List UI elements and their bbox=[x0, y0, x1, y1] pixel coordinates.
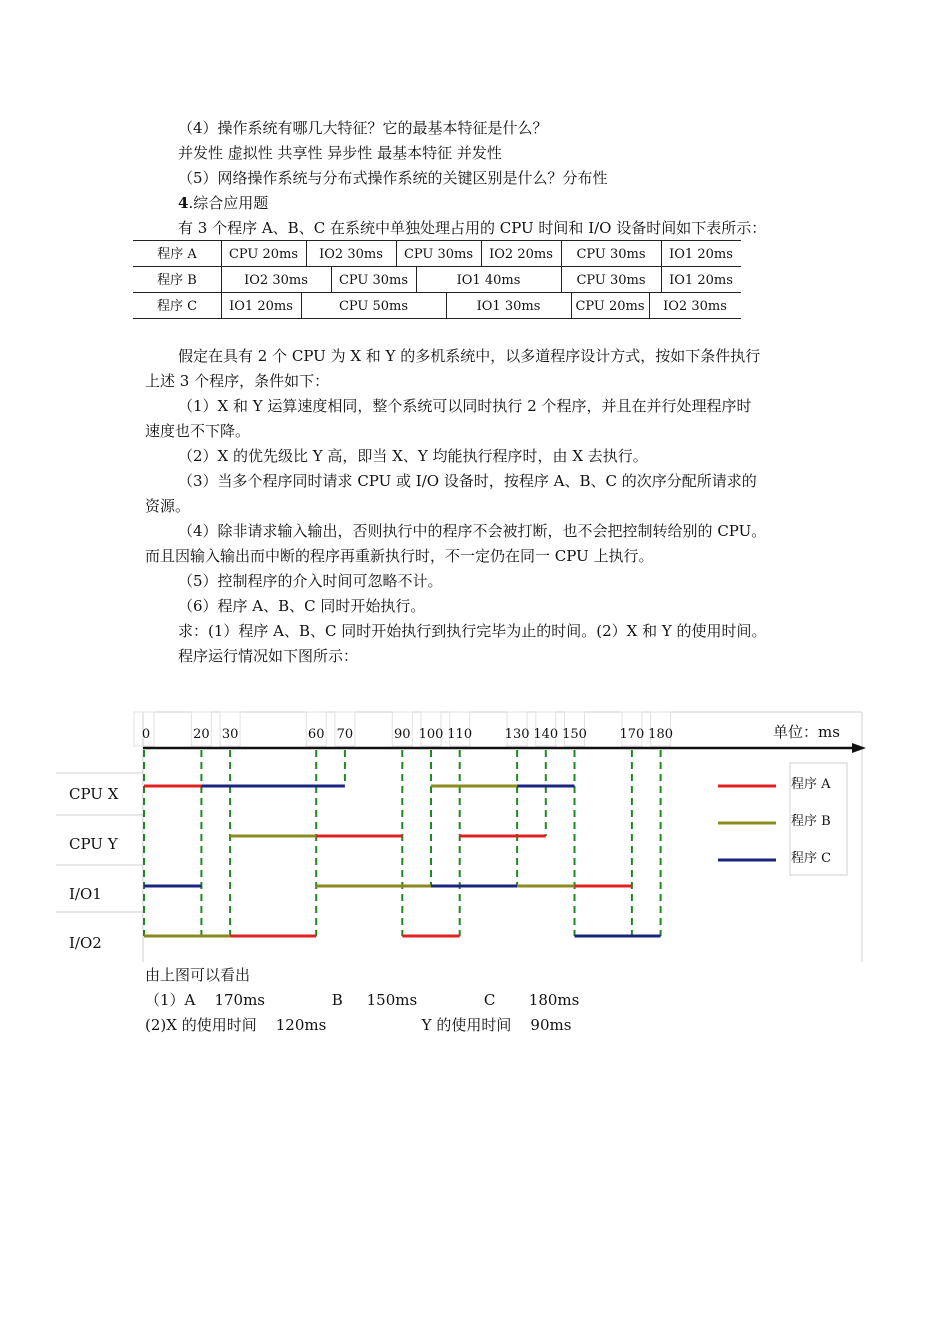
time-markers bbox=[144, 750, 661, 936]
table-cell: IO2 30ms bbox=[306, 241, 397, 266]
row-label-cpu-x: CPU X bbox=[69, 785, 119, 803]
table-cell: IO1 30ms bbox=[446, 293, 572, 318]
row-label-cpu-y: CPU Y bbox=[69, 835, 118, 853]
question-4-answer: 并发性 虚拟性 共享性 异步性 最基本特征 并发性 bbox=[178, 144, 502, 162]
intro-paragraph: 有 3 个程序 A、B、C 在系统中单独处理占用的 CPU 时间和 I/O 设备时间如下表所示： bbox=[178, 219, 767, 237]
tick-box bbox=[335, 712, 355, 746]
tick-box bbox=[220, 712, 240, 746]
condition-5: （5）控制程序的介入时间可忽略不计。 bbox=[178, 572, 443, 590]
question-5: （5）网络操作系统与分布式操作系统的关键区别是什么？分布性 bbox=[178, 169, 608, 187]
table-cell: IO1 20ms bbox=[669, 273, 733, 288]
condition-2: （2）X 的优先级比 Y 高，即当 X、Y 均能执行程序时，由 X 去执行。 bbox=[178, 447, 648, 465]
table-row-b bbox=[133, 267, 741, 293]
condition-3-line1: （3）当多个程序同时请求 CPU 或 I/O 设备时，按程序 A、B、C 的次序分配所请求的 bbox=[178, 472, 757, 490]
table-cell: IO1 20ms bbox=[669, 247, 733, 262]
time-axis-arrow-icon bbox=[852, 743, 866, 753]
answer-1: （1）A 170ms B 150ms C 180ms bbox=[145, 991, 580, 1009]
legend-label-a: 程序 A bbox=[791, 777, 831, 792]
tick-label: 90 bbox=[394, 727, 411, 742]
tick-label: 110 bbox=[447, 727, 473, 742]
tick-box bbox=[450, 712, 470, 746]
tick-label: 180 bbox=[648, 727, 674, 742]
question-ask: 求：(1）程序 A、B、C 同时开始执行到执行完毕为止的时间。(2）X 和 Y 的使用时间。 bbox=[178, 622, 767, 640]
question-4: （4）操作系统有哪几大特征？它的最基本特征是什么？ bbox=[178, 119, 548, 137]
tick-box bbox=[536, 712, 556, 746]
section-title: .综合应用题 bbox=[188, 194, 269, 212]
tick-box bbox=[651, 712, 671, 746]
condition-1-line1: （1）X 和 Y 运算速度相同，整个系统可以同时执行 2 个程序，并且在并行处理程序时 bbox=[178, 397, 752, 415]
table-cell: CPU 20ms bbox=[221, 241, 307, 266]
table-cell: CPU 20ms bbox=[571, 293, 650, 318]
tick-box bbox=[191, 712, 211, 746]
tick-label: 70 bbox=[336, 727, 354, 742]
tick-box bbox=[392, 712, 412, 746]
condition-6: （6）程序 A、B、C 同时开始执行。 bbox=[178, 597, 426, 615]
run-caption: 程序运行情况如下图所示： bbox=[178, 647, 359, 665]
condition-4-line2: 而且因输入输出而中断的程序再重新执行时，不一定仍在同一 CPU 上执行。 bbox=[145, 547, 654, 565]
tick-box bbox=[306, 712, 326, 746]
legend-label-c: 程序 C bbox=[791, 851, 832, 866]
tick-label: 100 bbox=[418, 727, 444, 742]
tick-box bbox=[134, 712, 154, 746]
condition-3-line2: 资源。 bbox=[145, 497, 191, 515]
assumption-paragraph-line1: 假定在具有 2 个 CPU 为 X 和 Y 的多机系统中，以多道程序设计方式，按如下条件执行 bbox=[178, 347, 761, 365]
table-cell: IO1 20ms bbox=[221, 293, 302, 318]
table-cell: CPU 30ms bbox=[396, 241, 482, 266]
conclusion-intro: 由上图可以看出 bbox=[145, 966, 251, 984]
row-label-io1: I/O1 bbox=[69, 885, 102, 903]
tick-box bbox=[622, 712, 642, 746]
tick-label: 140 bbox=[533, 727, 559, 742]
tick-label: 20 bbox=[193, 727, 210, 742]
table-cell: IO2 30ms bbox=[663, 299, 727, 314]
tick-label: 60 bbox=[307, 727, 325, 742]
table-cell: IO2 30ms bbox=[221, 267, 332, 292]
tick-label: 30 bbox=[221, 727, 239, 742]
table-cell: IO2 20ms bbox=[481, 241, 562, 266]
tick-label: 0 bbox=[141, 727, 151, 742]
tick-box bbox=[421, 712, 441, 746]
schedule-segments bbox=[144, 786, 661, 936]
tick-label: 130 bbox=[504, 727, 530, 742]
tick-label: 170 bbox=[619, 727, 645, 742]
table-cell: CPU 30ms bbox=[331, 267, 417, 292]
table-cell: CPU 30ms bbox=[561, 267, 662, 292]
table-cell: CPU 30ms bbox=[561, 241, 662, 266]
legend-label-b: 程序 B bbox=[791, 814, 831, 829]
answer-2: (2)X 的使用时间 120ms Y 的使用时间 90ms bbox=[145, 1016, 572, 1034]
section-number: 4 bbox=[178, 194, 189, 212]
table-cell: IO1 40ms bbox=[416, 267, 562, 292]
row-label-io2: I/O2 bbox=[69, 934, 102, 952]
table-cell: CPU 50ms bbox=[301, 293, 447, 318]
table-row-c bbox=[133, 293, 741, 319]
tick-label: 150 bbox=[562, 727, 587, 742]
table-row-label: 程序 B bbox=[133, 267, 222, 292]
program-time-table bbox=[133, 240, 741, 319]
condition-1-line2: 速度也不下降。 bbox=[145, 422, 251, 440]
legend-box bbox=[790, 763, 847, 875]
condition-4-line1: （4）除非请求输入输出，否则执行中的程序不会被打断，也不会把控制转给别的 CPU。 bbox=[178, 522, 767, 540]
table-row-label: 程序 A bbox=[133, 241, 222, 266]
assumption-paragraph-line2: 上述 3 个程序，条件如下： bbox=[145, 372, 330, 390]
tick-labels bbox=[134, 712, 673, 746]
unit-label: 单位：ms bbox=[773, 723, 840, 741]
section-heading bbox=[178, 193, 268, 213]
table-row-label: 程序 C bbox=[133, 293, 222, 318]
tick-box bbox=[507, 712, 527, 746]
tick-box bbox=[565, 712, 585, 746]
table-row-a bbox=[133, 240, 741, 267]
